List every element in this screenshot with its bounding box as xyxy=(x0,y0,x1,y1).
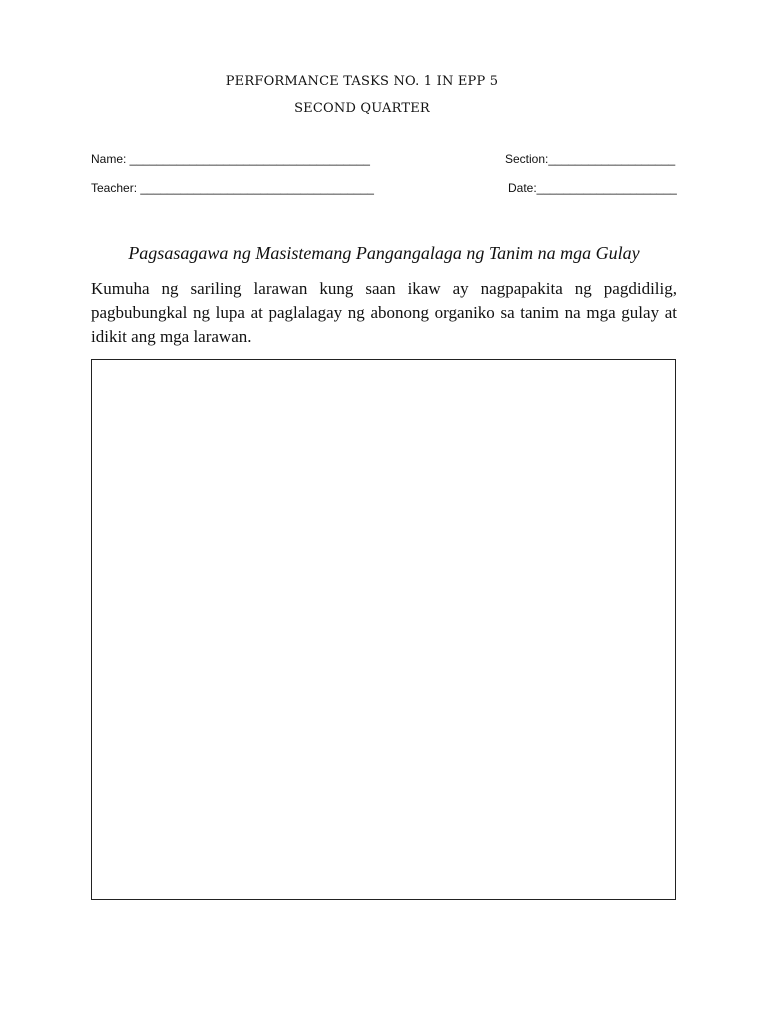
task-instructions: Kumuha ng sariling larawan kung saan ikaw ay nagpapakita ng pagdidilig, pagbubungkal ng lupa at paglalagay ng abonong organiko sa tanim na mga gulay at idikit ang mga larawan. xyxy=(91,279,677,346)
section-field: Section:___________________ xyxy=(505,152,676,166)
photo-attachment-box xyxy=(91,359,676,900)
task-title: Pagsasagawa ng Masistemang Pangangalaga ng Tanim na mga Gulay xyxy=(128,243,640,263)
date-field: Date:_____________________ xyxy=(508,181,677,195)
name-field: Name: ____________________________________ xyxy=(91,152,370,166)
quarter-label: SECOND QUARTER xyxy=(294,101,430,116)
teacher-field: Teacher: ___________________________________ xyxy=(91,181,374,195)
document-title: PERFORMANCE TASKS NO. 1 IN EPP 5 xyxy=(225,74,499,89)
